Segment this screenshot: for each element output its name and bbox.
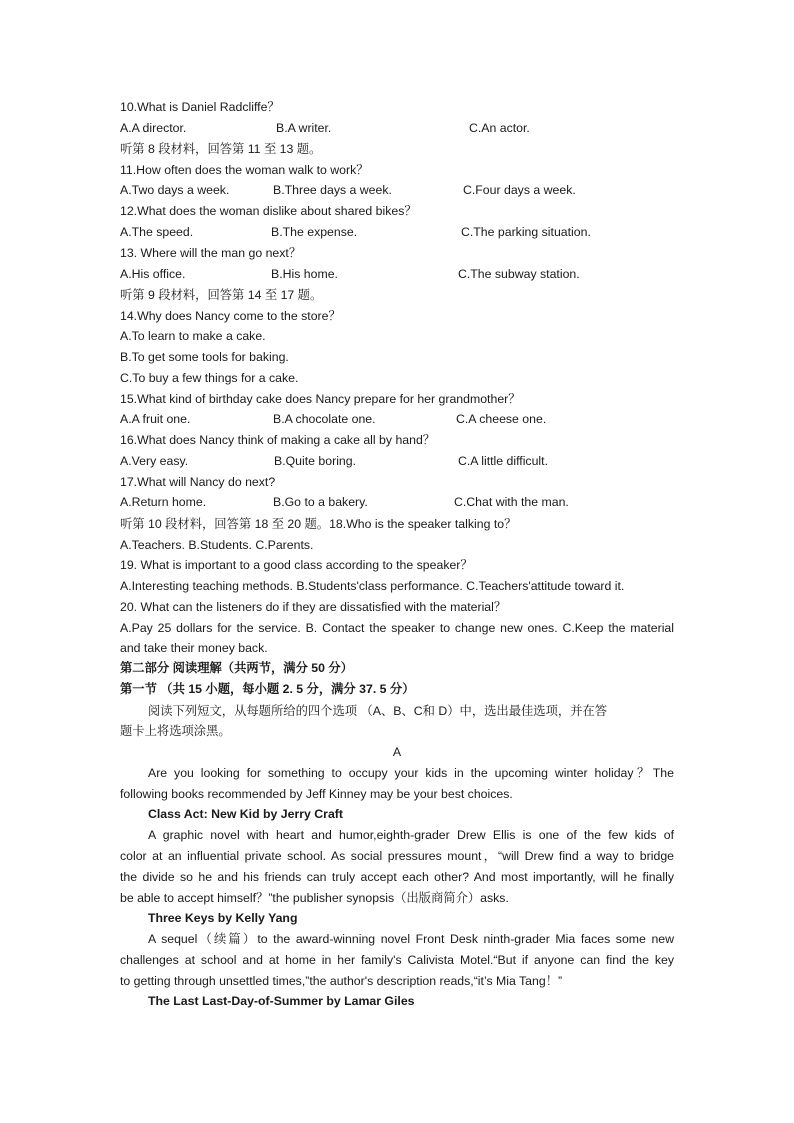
paragraph-3-line-2: challenges at school and at home in her family's Calivista Motel.“But if anyone can find the key — [120, 953, 674, 967]
option-c: C.The subway station. — [458, 267, 580, 281]
option-c: C.The parking situation. — [461, 225, 591, 239]
book-title-3: The Last Last-Day-of-Summer by Lamar Giles — [148, 994, 415, 1008]
option-a: A.Return home. — [120, 495, 207, 509]
question-13: 13. Where will the man go next？ — [120, 246, 302, 260]
question-14-option-a: A.To learn to make a cake. — [120, 329, 266, 343]
option-c: C.Four days a week. — [463, 183, 576, 197]
material-8-instruction: 听第 8 段材料，回答第 11 至 13 题。 — [120, 142, 322, 156]
material-9-instruction: 听第 9 段材料，回答第 14 至 17 题。 — [120, 288, 323, 302]
book-title-1: Class Act: New Kid by Jerry Craft — [148, 807, 343, 821]
question-20-options: A.Pay 25 dollars for the service. B. Contact the speaker to change new ones. C.Keep the material — [120, 621, 674, 635]
option-a: A.Very easy. — [120, 454, 189, 468]
question-11: 11.How often does the woman walk to work？ — [120, 163, 369, 177]
paragraph-2-line-4: be able to accept himself？”the publisher synopsis（出版商简介）asks. — [120, 891, 509, 905]
paragraph-1-line-1: Are you looking for something to occupy your kids in the upcoming winter holiday？The — [148, 766, 674, 780]
option-b: B.The expense. — [271, 225, 358, 239]
paragraph-2-line-3: the divide so he and his friends can truly accept each other? And most importantly, will he finally — [120, 870, 674, 884]
part-2-heading: 第二部分 阅读理解（共两节，满分 50 分） — [120, 661, 353, 675]
option-a: A.His office. — [120, 267, 186, 281]
question-14-option-c: C.To buy a few things for a cake. — [120, 371, 299, 385]
option-a: A.Two days a week. — [120, 183, 230, 197]
question-17: 17.What will Nancy do next? — [120, 475, 276, 489]
section-1-heading: 第一节 （共 15 小题，每小题 2. 5 分，满分 37. 5 分） — [120, 682, 415, 696]
option-b: B.His home. — [271, 267, 338, 281]
option-c: C.A cheese one. — [456, 412, 547, 426]
option-a: A.The speed. — [120, 225, 194, 239]
option-b: B.Three days a week. — [273, 183, 392, 197]
option-b: B.A chocolate one. — [273, 412, 376, 426]
question-20: 20. What can the listeners do if they are dissatisfied with the material？ — [120, 600, 507, 614]
paragraph-2-line-2: color at an influential private school. As social pressures mount，“will Drew find a way to bridge — [120, 849, 674, 863]
question-15: 15.What kind of birthday cake does Nancy prepare for her grandmother？ — [120, 392, 521, 406]
option-c: C.A little difficult. — [458, 454, 548, 468]
option-b: B.Go to a bakery. — [273, 495, 368, 509]
option-b: B.A writer. — [276, 121, 332, 135]
material-10-and-question-18: 听第 10 段材料，回答第 18 至 20 题。18.Who is the speaker talking to？ — [120, 517, 517, 531]
option-a: A.A fruit one. — [120, 412, 191, 426]
paragraph-3-line-1: A sequel（续篇）to the award-winning novel Front Desk ninth-grader Mia faces some new — [148, 932, 674, 946]
question-14-option-b: B.To get some tools for baking. — [120, 350, 289, 364]
option-b: B.Quite boring. — [274, 454, 357, 468]
paragraph-1-line-2: following books recommended by Jeff Kinney may be your best choices. — [120, 787, 513, 801]
question-14: 14.Why does Nancy come to the store？ — [120, 309, 341, 323]
question-20-options-cont: and take their money back. — [120, 641, 268, 655]
paragraph-3-line-3: to getting through unsettled times,”the author's description reads,“it’s Mia Tang！” — [120, 974, 563, 988]
instruction-line-1: 阅读下列短文，从每题所给的四个选项 （A、B、C和 D）中，选出最佳选项，并在答 — [148, 704, 608, 718]
instruction-line-2: 题卡上将选项涂黑。 — [120, 724, 231, 738]
question-10: 10.What is Daniel Radcliffe？ — [120, 100, 280, 114]
option-c: C.An actor. — [469, 121, 530, 135]
question-19: 19. What is important to a good class according to the speaker？ — [120, 558, 473, 572]
question-19-options: A.Interesting teaching methods. B.Students'class performance. C.Teachers'attitude toward it. — [120, 579, 625, 593]
option-a: A.A director. — [120, 121, 187, 135]
book-title-2: Three Keys by Kelly Yang — [148, 911, 298, 925]
question-12: 12.What does the woman dislike about shared bikes？ — [120, 204, 417, 218]
question-18-options: A.Teachers. B.Students. C.Parents. — [120, 538, 314, 552]
option-c: C.Chat with the man. — [454, 495, 569, 509]
paragraph-2-line-1: A graphic novel with heart and humor,eighth-grader Drew Ellis is one of the few kids of — [148, 828, 674, 842]
question-16: 16.What does Nancy think of making a cake all by hand？ — [120, 433, 436, 447]
passage-a-label: A — [392, 745, 402, 759]
